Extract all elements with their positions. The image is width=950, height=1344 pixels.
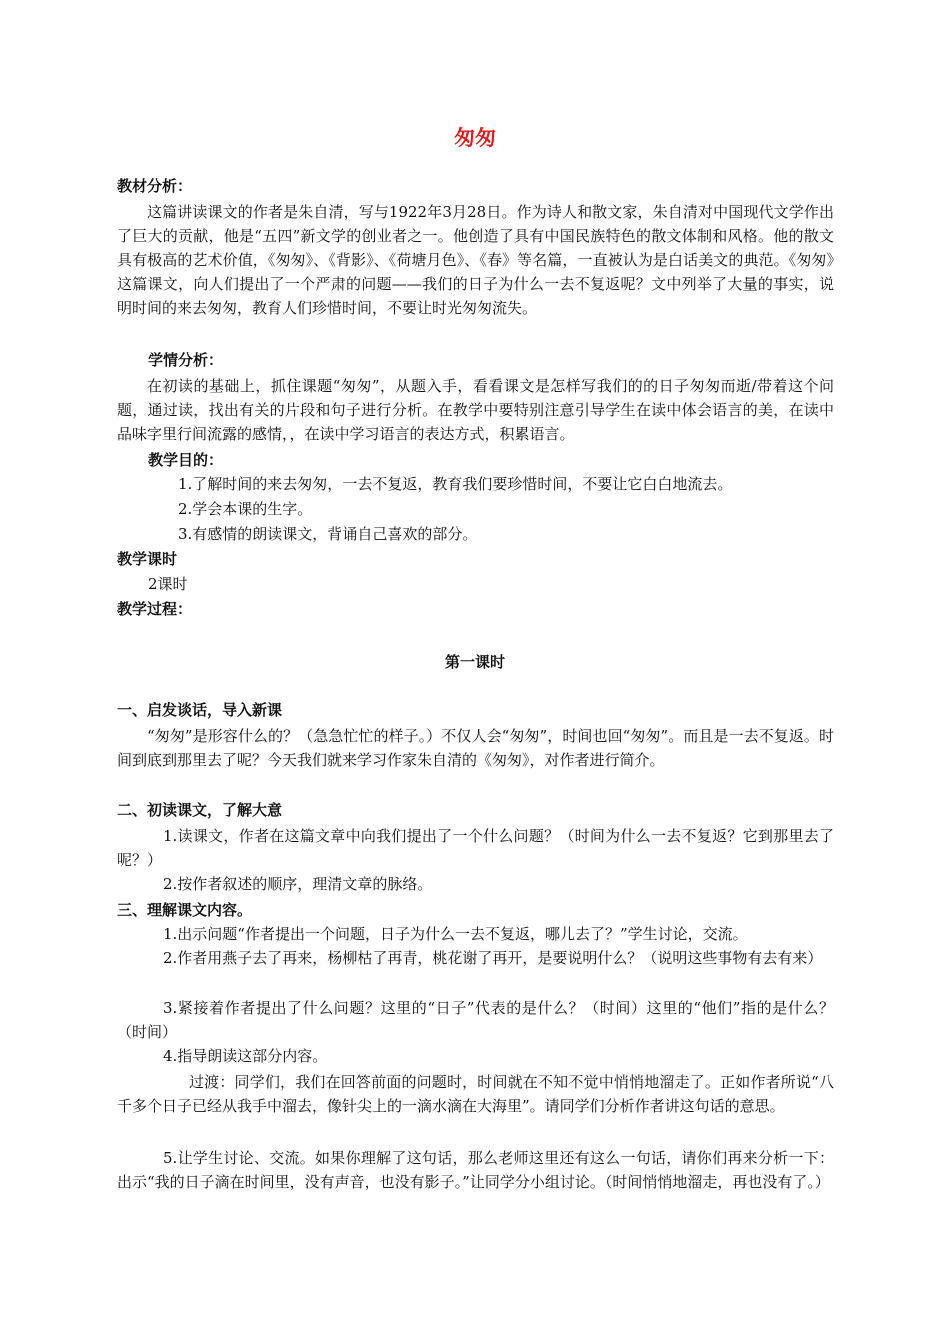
list-item: 3.紧接着作者提出了什么问题？这里的“日子”代表的是什么？（时间）这里的“他们”指的是什么？（时间） <box>117 999 834 1041</box>
goal-item: 2.学会本课的生字。 <box>178 500 313 518</box>
process-heading: 教学过程： <box>117 600 193 618</box>
list-item: 1.读课文，作者在这篇文章中向我们提出了一个什么问题？（时间为什么一去不复返？它到那里去了呢？） <box>117 827 834 869</box>
section-text: “匆匆”是形容什么的？（急急忙忙的样子。）不仅人会“匆匆”，时间也回“匆匆”。而且是一去不复返。时间到底到那里去了呢？今天我们就来学习作家朱自清的《匆匆》，对作者进行简介。 <box>117 727 834 769</box>
transition-text: 过渡：同学们，我们在回答前面的问题时，时间就在不知不觉中悄悄地溜走了。正如作者所说“八千多个日子已经从我手中溜去，像针尖上的一滴水滴在大海里”。请同学们分析作者讲这句话的意思。 <box>117 1073 834 1115</box>
list-item: 5.让学生讨论、交流。如果你理解了这句话，那么老师这里还有这么一句话，请你们再来分析一下：出示“我的日子滴在时间里，没有声音，也没有影子。”让同学分小组讨论。（时间悄悄地溜走，再也没有了。） <box>117 1149 834 1191</box>
learning-heading: 学情分析： <box>148 351 224 369</box>
list-item: 4.指导朗读这部分内容。 <box>163 1047 328 1065</box>
list-item: 1.出示问题“作者提出一个问题，日子为什么一去不复返，哪儿去了？”学生讨论，交流。 <box>163 925 748 943</box>
hours-value: 2课时 <box>148 575 188 593</box>
list-item: 2.作者用燕子去了再来，杨柳枯了再青，桃花谢了再开，是要说明什么？（说明这些事物有去有来） <box>163 949 823 967</box>
goal-item: 1.了解时间的来去匆匆，一去不复返，教育我们要珍惜时间，不要让它白白地流去。 <box>178 475 733 493</box>
learning-text: 在初读的基础上，抓住课题“匆匆”，从题入手，看看课文是怎样写我们的的日子匆匆而逝/带着这个问题，通过读，找出有关的片段和句子进行分析。在教学中要特别注意引导学生在读中体会语言的美，在读中品味字里行间流露的感情，，在读中学习语言的表达方式，积累语言。 <box>117 377 834 443</box>
section-heading: 一、启发谈话，导入新课 <box>117 701 283 719</box>
hours-heading: 教学课时 <box>117 550 178 568</box>
analysis-heading: 教材分析： <box>117 177 193 195</box>
lesson-title: 第一课时 <box>444 653 505 671</box>
goals-heading: 教学目的： <box>148 451 224 469</box>
analysis-text: 这篇讲读课文的作者是朱自清，写与1922年3月28日。作为诗人和散文家，朱自清对中国现代文学作出了巨大的贡献，他是“五四”新文学的创业者之一。他创造了具有中国民族特色的散文体制和风格。他的散文具有极高的艺术价值，《匆匆》、《背影》、《荷塘月色》、《春》等名篇，一直被认为是白话美文的典范。《匆匆》这篇课文，向人们提出了一个严肃的问题——我们的日子为什么一去不复返呢？文中列举了大量的事实，说明时间的来去匆匆，教育人们珍惜时间，不要让时光匆匆流失。 <box>117 203 834 317</box>
list-item: 2.按作者叙述的顺序，理清文章的脉络。 <box>163 875 433 893</box>
page-title: 匆匆 <box>454 125 496 150</box>
goal-item: 3.有感情的朗读课文，背诵自己喜欢的部分。 <box>178 525 478 543</box>
section-heading: 二、初读课文，了解大意 <box>117 801 283 819</box>
section-heading: 三、理解课文内容。 <box>117 901 253 919</box>
